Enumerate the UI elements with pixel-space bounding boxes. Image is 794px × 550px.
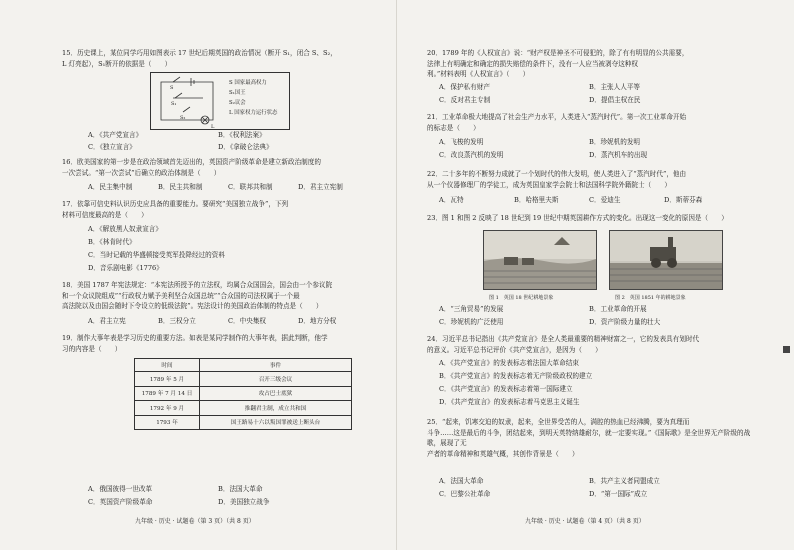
question-16-line-1: 16．欧美国家的第一步是在政治领域首先迈出的，英国资产阶级革命是建立新政治制度的 xyxy=(62,158,321,166)
table-cell-event: 推翻君主制，成立共和国 xyxy=(200,401,352,416)
q23-option-a[interactable]: A．“三角贸易”的发展 xyxy=(439,305,504,313)
q18-option-b[interactable]: B．三权分立 xyxy=(158,317,196,325)
question-18 xyxy=(62,280,332,312)
svg-text:S₁: S₁ xyxy=(171,101,177,107)
question-17-line-1: 17．依靠可信史料认识历史应具备的重要能力。要研究“美国独立战争”，下列 xyxy=(62,200,289,208)
left-page-footer: 九年级 · 历史 · 试题卷（第 3 页）（共 8 页） xyxy=(135,518,255,525)
question-17 xyxy=(62,199,288,220)
q19-option-a[interactable]: A．俄国彼得一世改革 xyxy=(88,485,153,493)
q15-option-b[interactable]: B．《权利法案》 xyxy=(218,131,266,139)
q16-option-a[interactable]: A．民主集中制 xyxy=(88,183,133,191)
q15-option-d[interactable]: D．《拿破仑法典》 xyxy=(218,143,273,151)
question-15-line-1: 15．历史课上，某位同学巧用如图表示 17 世纪后期英国的政治情况（断开 S₁，闭合 S、S₂， xyxy=(62,49,337,57)
table-row xyxy=(135,386,352,401)
q21-option-b[interactable]: B．珍妮机的发明 xyxy=(589,138,641,146)
table-cell-time: 1793 年 xyxy=(135,415,200,430)
svg-text:L: L xyxy=(211,124,215,128)
right-page xyxy=(397,0,794,550)
circuit-legend xyxy=(229,78,277,118)
legend-s2: S₂议会 xyxy=(229,100,246,106)
question-19-line-2: 习的内容是（ ） xyxy=(62,344,122,353)
right-page-footer: 九年级 · 历史 · 试题卷（第 4 页）（共 8 页） xyxy=(525,518,645,525)
question-16 xyxy=(62,157,321,178)
table-row xyxy=(135,372,352,387)
svg-text:S₂: S₂ xyxy=(180,115,186,121)
question-23-options xyxy=(439,304,739,330)
question-22-line-1: 22．二十多年的不断努力成就了一个划时代的伟大发明，使人类进入了“蒸汽时代”，他由 xyxy=(427,170,687,178)
question-15-line-2: L 灯亮起），S₁断开的依据是（ ） xyxy=(62,59,172,68)
q25-option-b[interactable]: B．共产主义者同盟成立 xyxy=(589,477,660,485)
table-row xyxy=(135,401,352,416)
q24-option-d[interactable]: D．《共产党宣言》的发表标志着马克思主义诞生 xyxy=(439,398,580,406)
q15-option-a[interactable]: A．《共产党宣言》 xyxy=(88,131,143,139)
q19-option-d[interactable]: D．美国独立战争 xyxy=(218,498,270,506)
table-header-time: 时间 xyxy=(135,359,200,372)
legend-s: S 国家最高权力 xyxy=(229,80,267,86)
q21-option-d[interactable]: D．蒸汽机车的出现 xyxy=(589,151,648,159)
q18-option-c[interactable]: C．中央集权 xyxy=(228,317,267,325)
table-row xyxy=(135,415,352,430)
q20-option-b[interactable]: B．主张人人平等 xyxy=(589,83,641,91)
table-cell-event: 国王路易十六以叛国罪被送上断头台 xyxy=(200,415,352,430)
events-table xyxy=(134,358,352,430)
q20-option-d[interactable]: D．提倡主权在民 xyxy=(589,96,641,104)
q19-option-c[interactable]: C．英国资产阶级革命 xyxy=(88,498,153,506)
figure-2-engraving xyxy=(609,230,723,290)
q24-option-b[interactable]: B．《共产党宣言》的发表标志着无产阶级政权的建立 xyxy=(439,372,593,380)
question-21 xyxy=(427,112,686,133)
table-cell-time: 1789 年 7 月 14 日 xyxy=(135,386,200,401)
question-15 xyxy=(62,48,337,69)
q15-option-c[interactable]: C．《独立宣言》 xyxy=(88,143,136,151)
question-23 xyxy=(427,213,728,224)
q22-option-c[interactable]: C．爱迪生 xyxy=(589,196,621,204)
question-22-line-2: 从一个仪器修理厂的学徒工，成为英国皇家学会院士和法国科学院外籍院士（ ） xyxy=(427,180,671,189)
question-18-line-2: 和一个众议院组成”“行政权力赋予美利坚合众国总统”“合众国的司法权属于一个最 xyxy=(62,291,300,300)
q18-option-a[interactable]: A．君主立宪 xyxy=(88,317,126,325)
question-21-line-2: 的标志是（ ） xyxy=(427,123,480,132)
question-15-options xyxy=(88,130,368,154)
q23-option-b[interactable]: B．工业革命的开展 xyxy=(589,305,647,313)
q24-option-c[interactable]: C．《共产党宣言》的发表标志着第一国际建立 xyxy=(439,385,573,393)
table-cell-event: 召开三级会议 xyxy=(200,372,352,387)
q22-option-d[interactable]: D．斯蒂芬森 xyxy=(664,196,703,204)
question-25 xyxy=(427,417,757,459)
question-17-options xyxy=(88,224,378,276)
question-18-options xyxy=(88,316,378,328)
question-20-options xyxy=(439,82,739,108)
q17-option-c[interactable]: C．当时记载的华盛顿接受英军投降经过的资料 xyxy=(88,251,225,259)
question-22 xyxy=(427,169,686,190)
q16-option-d[interactable]: D．君主立宪制 xyxy=(298,183,343,191)
question-21-options xyxy=(439,137,739,163)
table-header-event: 事件 xyxy=(200,359,352,372)
q20-option-c[interactable]: C．反对君主专制 xyxy=(439,96,491,104)
question-20 xyxy=(427,48,688,80)
question-20-line-3: 利。”材料表明《人权宣言》（ ） xyxy=(427,70,530,78)
question-25-line-3: 产者的革命精神和英雄气概，其创作背景是（ ） xyxy=(427,449,579,458)
table-header-row xyxy=(135,359,352,372)
table-cell-time: 1789 年 5 月 xyxy=(135,372,200,387)
scan-marker xyxy=(783,346,790,353)
q23-option-c[interactable]: C．珍妮机的广泛使用 xyxy=(439,318,504,326)
question-19-line-1: 19．制作大事年表是学习历史的重要方法。如表是某同学制作的大事年表，据此判断，他学 xyxy=(62,334,328,342)
question-16-line-2: 一次尝试。“第一次尝试”后确立的政治体制是（ ） xyxy=(62,168,221,177)
table-cell-time: 1792 年 9 月 xyxy=(135,401,200,416)
q17-option-d[interactable]: D．音乐剧电影《1776》 xyxy=(88,264,163,272)
question-17-line-2: 材料可信度最高的是（ ） xyxy=(62,210,148,219)
q17-option-a[interactable]: A．《解放黑人奴隶宣言》 xyxy=(88,225,162,233)
question-25-line-2: 斗争……这是最后的斗争，团结起来，到明天英特纳雄耐尔，就一定要实现。”《国际歌》是全世界无产阶级的战歌，展现了无 xyxy=(427,428,751,447)
question-23-line-1: 23．图 1 和图 2 反映了 18 世纪到 19 世纪中期英国耕作方式的变化。出现这一变化的原因是（ ） xyxy=(427,214,728,222)
q22-option-a[interactable]: A．瓦特 xyxy=(439,196,464,204)
question-24-line-2: 的意义。习近平总书记评价《共产党宣言》，是因为（ ） xyxy=(427,345,602,354)
q16-option-b[interactable]: B．民主共和制 xyxy=(158,183,203,191)
figure-1-caption: 图 1 英国 18 世纪耕地景象 xyxy=(489,295,554,301)
circuit-drawing xyxy=(153,74,223,128)
legend-s1: S₁国王 xyxy=(229,90,246,96)
svg-text:S: S xyxy=(170,85,174,91)
q25-option-d[interactable]: D．“第一国际”成立 xyxy=(589,490,648,498)
q17-option-b[interactable]: B．《林肯时代》 xyxy=(88,238,136,246)
question-18-line-3: 高法院以及由国会随时下令设立的低级法院”。宪法设计的美国政治体制的特点是（ ） xyxy=(62,302,323,310)
question-24-line-1: 24．习近平总书记指出《共产党宣言》是全人类最重要的精神财富之一，它的发表具有划时代 xyxy=(427,335,700,343)
question-24-options xyxy=(439,358,739,410)
figure-1-drawing xyxy=(484,231,596,289)
circuit-diagram xyxy=(150,72,290,130)
legend-l: L 国家权力运行状态 xyxy=(229,110,278,116)
q22-option-b[interactable]: B．哈格里夫斯 xyxy=(514,196,559,204)
question-20-line-2: 法律上有明确定和确定的损失赔偿的条件下，没有一人应当被剥夺这种权 xyxy=(427,59,638,68)
table-cell-event: 攻占巴士底狱 xyxy=(200,386,352,401)
q21-option-a[interactable]: A．飞梭的发明 xyxy=(439,138,484,146)
q23-option-d[interactable]: D．资产阶级力量的壮大 xyxy=(589,318,661,326)
question-25-options xyxy=(439,476,739,502)
q24-option-a[interactable]: A．《共产党宣言》的发表标志着法国大革命结束 xyxy=(439,359,579,367)
question-19-options xyxy=(88,484,378,510)
question-24 xyxy=(427,334,699,355)
figure-1-engraving xyxy=(483,230,597,290)
question-20-line-1: 20．1789 年的《人权宣言》说：“财产权是神圣不可侵犯的，除了有有明显的公共需要， xyxy=(427,49,689,57)
figure-2-drawing xyxy=(610,231,722,289)
question-18-line-1: 18．美国 1787 年宪法规定：“本宪法所授予的立法权，均属合众国国会，国会由一个参议院 xyxy=(62,281,333,289)
q16-option-c[interactable]: C．联邦共和制 xyxy=(228,183,273,191)
q25-option-c[interactable]: C．巴黎公社革命 xyxy=(439,490,491,498)
question-16-options xyxy=(88,182,378,194)
q19-option-b[interactable]: B．法国大革命 xyxy=(218,485,263,493)
question-21-line-1: 21．工业革命极大地提高了社会生产力水平，人类进入“蒸汽时代”。第一次工业革命开始 xyxy=(427,113,687,121)
q18-option-d[interactable]: D．地方分权 xyxy=(298,317,337,325)
question-25-line-1: 25．“起来，饥寒交迫的奴隶，起来，全世界受苦的人，满腔的热血已经沸腾，要为真理而 xyxy=(427,418,690,426)
q25-option-a[interactable]: A．法国大革命 xyxy=(439,477,484,485)
figure-2-caption: 图 2 英国 1851 年的耕地景象 xyxy=(615,295,686,301)
q20-option-a[interactable]: A．保护私有财产 xyxy=(439,83,490,91)
question-22-options xyxy=(439,195,759,207)
question-19 xyxy=(62,333,328,354)
q21-option-c[interactable]: C．改良蒸汽机的发明 xyxy=(439,151,504,159)
